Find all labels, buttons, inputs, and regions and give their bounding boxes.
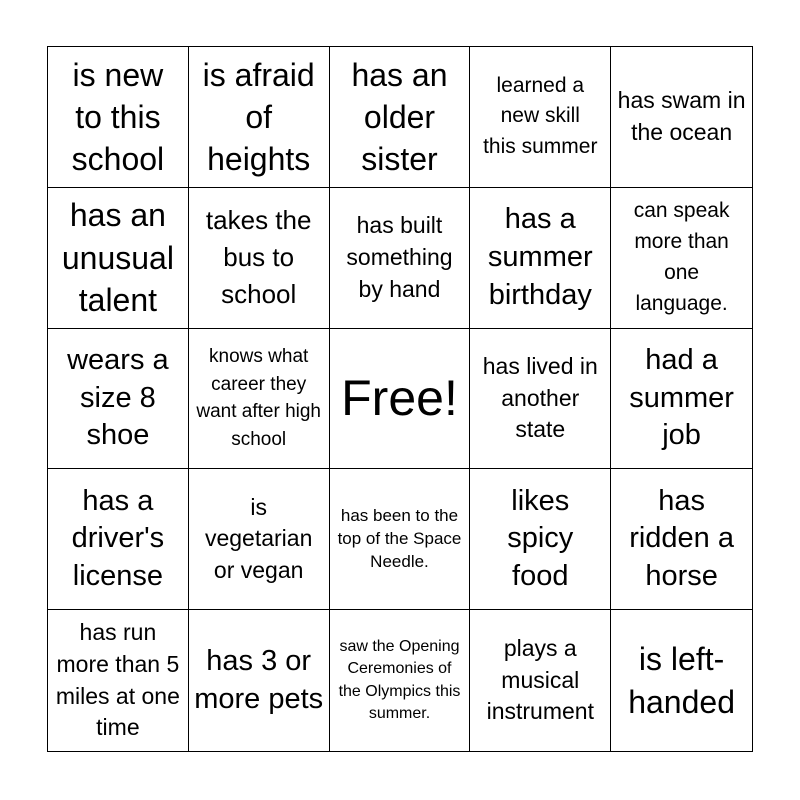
bingo-cell[interactable] [611,329,752,470]
cell-text: saw the Opening Ceremonies of the Olympics this summer. [338,637,461,722]
bingo-cell[interactable] [470,469,611,610]
bingo-cell[interactable] [48,47,189,188]
bingo-cell[interactable] [611,188,752,329]
cell-text: is afraid of heights [202,56,315,178]
bingo-cell[interactable] [611,469,752,610]
cell-text: has run more than 5 miles at one time [55,619,180,741]
bingo-cell[interactable] [189,188,330,329]
cell-text: has a driver's license [71,484,165,593]
bingo-cell[interactable] [48,469,189,610]
cell-text: has ridden a horse [629,484,734,593]
bingo-cell[interactable] [611,610,752,751]
cell-text: has a summer birthday [487,203,593,311]
cell-text: has lived in another state [482,352,598,443]
bingo-cell[interactable] [48,188,189,329]
free-space: Free! [341,369,458,426]
cell-text: has an older sister [351,56,448,178]
cell-text: has 3 or more pets [194,644,324,715]
bingo-cell[interactable] [611,47,752,188]
bingo-cell[interactable] [330,188,471,329]
bingo-cell[interactable] [330,47,471,188]
cell-text: is new to this school [71,56,165,178]
bingo-cell[interactable] [470,47,611,188]
bingo-cell[interactable] [48,329,189,470]
bingo-cell[interactable] [330,329,471,470]
bingo-cell[interactable] [470,610,611,751]
bingo-cell[interactable] [189,610,330,751]
cell-text: wears a size 8 shoe [67,343,169,452]
cell-text: likes spicy food [507,484,574,593]
bingo-cell[interactable] [330,610,471,751]
cell-text: has an unusual talent [61,197,174,318]
cell-text: takes the bus to school [205,205,312,310]
cell-text: learned a new skill this summer [483,73,598,159]
bingo-cell[interactable] [470,188,611,329]
cell-text: has been to the top of the Space Needle. [337,506,462,571]
cell-text: is left-handed [628,641,735,720]
bingo-cell[interactable] [189,329,330,470]
cell-text: can speak more than one language. [633,198,730,315]
cell-text: is vegetarian or vegan [204,493,313,584]
cell-text: had a summer job [629,343,734,452]
bingo-board [47,46,753,752]
bingo-cell[interactable] [48,610,189,751]
cell-text: plays a musical instrument [486,634,594,725]
bingo-cell[interactable] [189,47,330,188]
cell-text: knows what career they want after high school [196,346,321,451]
bingo-cell[interactable] [330,469,471,610]
cell-text: has built something by hand [346,212,453,302]
bingo-cell[interactable] [189,469,330,610]
cell-text: has swam in the ocean [617,87,746,145]
bingo-cell[interactable] [470,329,611,470]
